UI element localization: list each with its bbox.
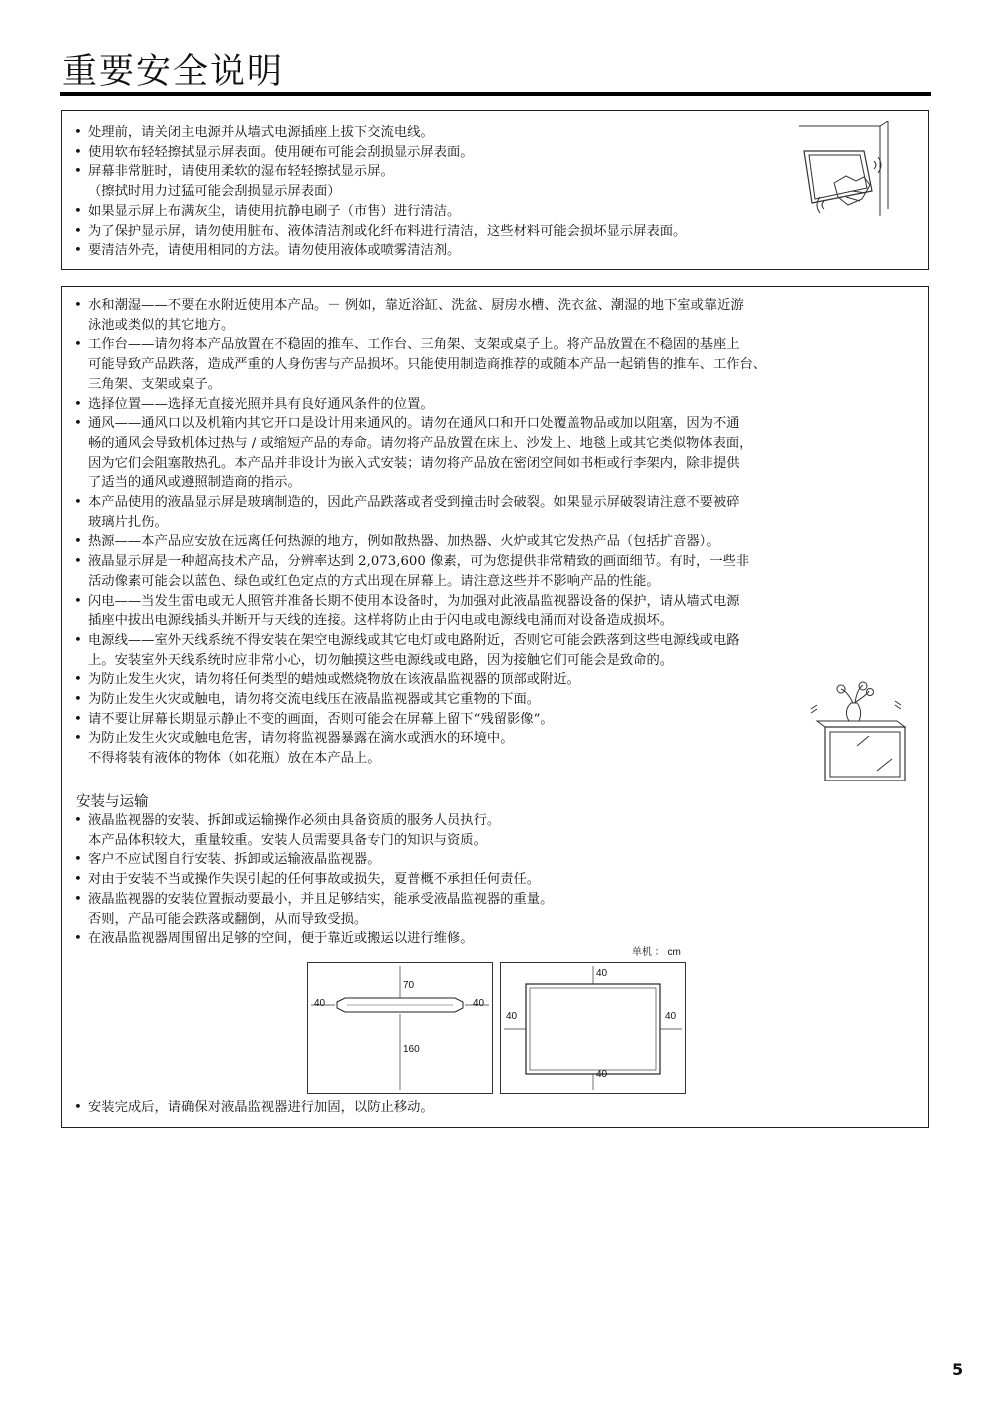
list-item-line: 三角架、支架或桌子。 [88,376,221,392]
list-item [62,493,766,532]
page-number: 5 [952,1360,964,1379]
list-item-line: • 为防止发生火灾，请勿将任何类型的蜡烛或燃烧物放在该液晶监视器的顶部或附近。 [88,672,580,688]
list-item [62,532,766,552]
vase-on-monitor-illustration [797,681,907,781]
list-item-line: • 请不要让屏幕长期显示静止不变的画面，否则可能会在屏幕上留下“残留影像”。 [88,711,554,727]
front-top-clearance: 40 [596,968,608,979]
list-item [62,222,686,242]
list-item-line: • 热源——本产品应安放在远离任何热源的地方，例如散热器、加热器、火炉或其它发热产品（包括扩音器）。 [88,534,720,550]
side-bottom-clearance: 160 [403,1044,420,1055]
list-item-line: 本产品体积较大，重量较重。安装人员需要具备专门的知识与资质。 [88,832,487,848]
list-item-line: 了适当的通风或遵照制造商的指示。 [88,475,301,491]
unit-label: 单机 ： cm [632,947,681,958]
list-item-line: 因为它们会阻塞散热孔。本产品并非设计为嵌入式安装；请勿将产品放在密闭空间如书柜或行李架内，除非提供 [88,455,740,471]
front-left-clearance: 40 [506,1011,518,1022]
page-title: 重要安全说明 [62,52,285,92]
list-item-line: 泳池或类似的其它地方。 [88,317,235,333]
list-item [62,890,553,929]
front-bottom-clearance: 40 [596,1069,608,1080]
list-item-line: • 工作台——请勿将本产品放置在不稳固的推车、工作台、三角架、支架或桌子上。将产品放置在不稳固的基座上 [88,337,740,353]
list-item-line: • 选择位置——选择无直接光照并具有良好通风条件的位置。 [88,396,434,412]
list-item-line: • 液晶监视器的安装、拆卸或运输操作必须由具备资质的服务人员执行。 [88,813,501,828]
list-item-line: • 处理前，请关闭主电源并从墙式电源插座上拔下交流电线。 [88,125,434,140]
list-item-line: • 客户不应试图自行安装、拆卸或运输液晶监视器。 [88,852,381,868]
list-item-line: 活动像素可能会以蓝色、绿色或红色定点的方式出现在屏幕上。请注意这些并不影响产品的性能。 [88,573,660,589]
list-item-line: • 为防止发生火灾或触电，请勿将交流电线压在液晶监视器或其它重物的下面。 [88,692,541,708]
list-item-line: • 在液晶监视器周围留出足够的空间，便于靠近或搬运以进行维修。 [88,931,474,947]
list-item-line: • 本产品使用的液晶显示屏是玻璃制造的，因此产品跌落或者受到撞击时会破裂。如果显示屏破裂请注意不要被碎 [88,495,740,511]
wiping-screen-illustration [794,121,894,219]
list-item-line: • 安装完成后，请确保对液晶监视器进行加固，以防止移动。 [88,1100,434,1115]
final-installation-list [62,1098,434,1118]
list-item-line: 插座中拔出电源线插头并断开与天线的连接。这样将防止由于闪电或电源线电涌而对设备造成损坏。 [88,613,674,629]
list-item [62,929,553,949]
list-item-line: • 液晶显示屏是一种超高技术产品，分辨率达到 2,073,600 像素，可为您提供非常精致的画面细节。有时，一些非 [88,554,750,570]
list-item [62,592,766,631]
list-item [62,241,686,261]
list-item [62,395,766,415]
list-item-line: • 对由于安装不当或操作失误引起的任何事故或损失，夏普概不承担任何责任。 [88,872,541,888]
list-item-line: 不得将装有液体的物体（如花瓶）放在本产品上。 [88,751,381,767]
list-item [62,296,766,335]
list-item [62,1098,434,1118]
list-item [62,552,766,591]
list-item-line: • 屏幕非常脏时，请使用柔软的湿布轻轻擦拭显示屏。 [88,164,394,180]
list-item-line: 可能导致产品跌落，造成严重的人身伤害与产品损坏。只能使用制造商推荐的或随本产品一起销售的推车、工作台、 [88,357,767,373]
list-item-line: • 电源线——室外天线系统不得安装在架空电源线或其它电灯或电路附近，否则它可能会跌落到这些电源线或电路 [88,632,740,648]
list-item-line: • 如果显示屏上布满灰尘，请使用抗静电刷子（市售）进行清洁。 [88,203,461,219]
list-item-line: • 为防止发生火灾或触电危害，请勿将监视器暴露在滴水或洒水的环境中。 [88,731,514,747]
list-item-line: • 水和潮湿——不要在水附近使用本产品。－ 例如，靠近浴缸、洗盆、厨房水槽、洗衣盆、潮湿的地下室或靠近游 [88,298,744,313]
list-item-line: • 闪电——当发生雷电或无人照管并准备长期不使用本设备时，为加强对此液晶监视器设备的保护，请从墙式电源 [88,593,740,609]
installation-heading: 安装与运输 [76,794,149,810]
list-item [62,729,766,768]
list-item [62,690,766,710]
list-item [62,414,766,493]
list-item-line: 畅的通风会导致机体过热与 / 或缩短产品的寿命。请勿将产品放置在床上、沙发上、地毯上或其它类似物体表面， [88,435,753,451]
list-item [62,143,686,163]
installation-list [62,811,553,949]
safety-list [62,296,766,769]
list-item [62,870,553,890]
list-item-line: 否则，产品可能会跌落或翻倒，从而导致受损。 [88,911,368,927]
list-item [62,335,766,394]
title-rule [60,92,931,96]
list-item [62,202,686,222]
list-item-line: • 为了保护显示屏，请勿使用脏布、液体清洁剂或化纤布料进行清洁，这些材料可能会损坏显示屏表面。 [88,223,687,239]
front-right-clearance: 40 [665,1011,677,1022]
safety-box [61,286,929,1128]
list-item [62,631,766,670]
list-item [62,670,766,690]
list-item-line: • 通风——通风口以及机箱内其它开口是设计用来通风的。请勿在通风口和开口处覆盖物品或加以阻塞，因为不通 [88,416,740,432]
side-left-clearance: 40 [314,998,326,1009]
list-item [62,850,553,870]
cleaning-list [62,123,686,261]
side-top-clearance: 70 [403,980,415,991]
side-right-clearance: 40 [473,998,485,1009]
list-item-line: 玻璃片扎伤。 [88,514,168,530]
list-item-line: 上。安装室外天线系统时应非常小心，切勿触摸这些电源线或电路，因为接触它们可能会是致命的。 [88,652,674,668]
side-clearance-diagram [307,962,493,1094]
list-item [62,123,686,143]
list-item-line: • 使用软布轻轻擦拭显示屏表面。使用硬布可能会刮损显示屏表面。 [88,144,474,160]
list-item-line: • 液晶监视器的安装位置振动要最小，并且足够结实，能承受液晶监视器的重量。 [88,891,554,907]
list-item-line: • 要清洁外壳，请使用相同的方法。请勿使用液体或喷雾清洁剂。 [88,243,461,259]
list-item [62,811,553,850]
list-item [62,162,686,201]
list-item-line: （擦拭时用力过猛可能会刮损显示屏表面） [88,184,341,200]
cleaning-box [61,110,929,270]
front-clearance-diagram [500,962,686,1094]
list-item [62,710,766,730]
